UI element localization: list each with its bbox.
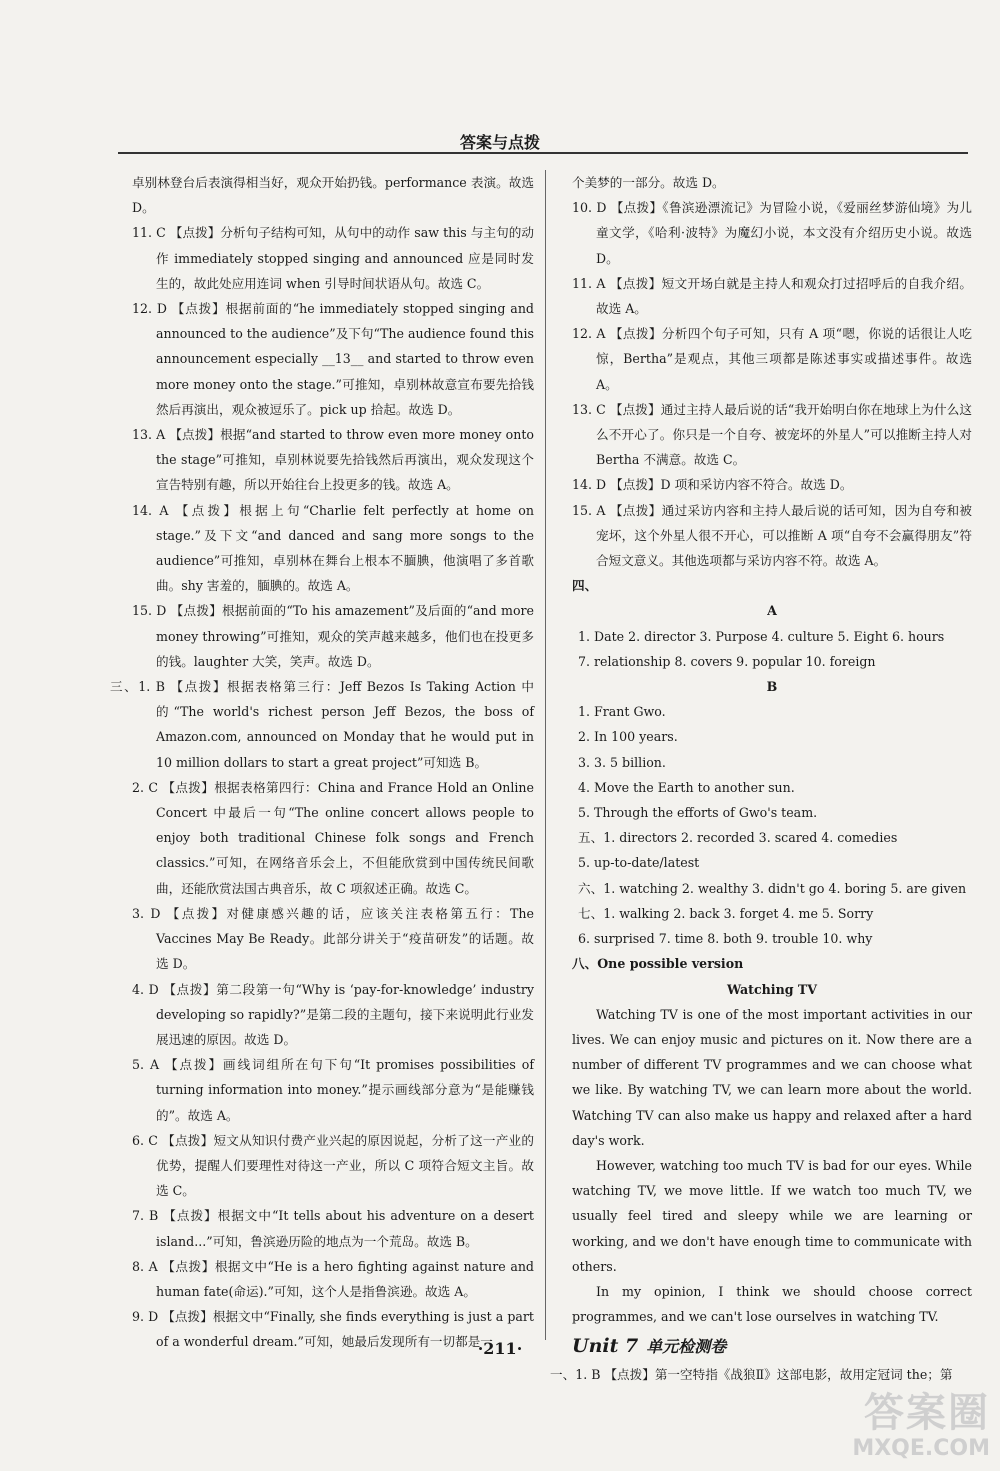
- page-header-title: 答案与点拨: [459, 133, 540, 152]
- section-heading: 八、One possible version: [572, 956, 744, 972]
- section-answer-item: 三、1. B 【点拨】根据表格第三行：Jeff Bezos Is Taking Action 中的“The world's richest person Jeff Bezos, the boss of Amazon.com, announced on Monday that he would put in 10 million dollars to start a great project”可知选 B。: [110, 679, 534, 770]
- answer-item: 3. D 【点拨】对健康感兴趣的话，应该关注表格第五行：The Vaccines May Be Ready。此部分讲关于“疫苗研发”的话题。故选 D。: [132, 905, 534, 972]
- answer-item: 9. D 【点拨】根据文中“Finally, she finds everything is just a part of a wonderful dream.”可知，她最后发现所有一切都是一: [132, 1309, 534, 1350]
- answer-item: 10. D 【点拨】《鲁滨逊漂流记》为冒险小说，《爱丽丝梦游仙境》为儿童文学，《哈利·波特》为魔幻小说，本文没有介绍历史小说。故选 D。: [572, 200, 972, 266]
- header-rule: [118, 152, 968, 154]
- answer-line: 4. Move the Earth to another sun.: [578, 779, 795, 795]
- answer-line: 2. In 100 years.: [578, 729, 678, 745]
- column-divider: [545, 170, 546, 1340]
- subsection-label: B: [766, 679, 778, 695]
- answer-item: 14. A 【点拨】根据上句“Charlie felt perfectly at home on stage.”及下文“and danced and sang more songs to the audience”可推知，卓别林在舞台上根本不腼腆，他演唱了多首歌曲。shy 害羞的，腼腆的。故选 A。: [132, 502, 534, 594]
- answer-line: 七、1. walking 2. back 3. forget 4. me 5. Sorry: [578, 905, 874, 921]
- answer-item: 13. C 【点拨】通过主持人最后说的话“我开始明白你在地球上为什么这么不开心了。你只是一个自夸、被宠坏的外星人”可以推断主持人对 Bertha 不满意。故选 C。: [572, 401, 972, 468]
- watermark-logo: [800, 1390, 990, 1465]
- answer-line: 1. Date 2. director 3. Purpose 4. culture 5. Eight 6. hours: [578, 628, 945, 644]
- answer-item: 14. D 【点拨】D 项和采访内容不符合。故选 D。: [572, 477, 853, 493]
- answer-item: 6. C 【点拨】短文从知识付费产业兴起的原因说起，分析了这一产业的优势，提醒人们要理性对待这一产业，所以 C 项符合短文主旨。故选 C。: [132, 1132, 534, 1199]
- watermark-line2: MXQE.COM: [852, 1436, 990, 1461]
- unit-subtitle: 单元检测卷: [646, 1337, 727, 1357]
- watermark-line1: 答案圈: [864, 1390, 990, 1436]
- continued-text: 个美梦的一部分。故选 D。: [572, 175, 725, 190]
- answer-line: 六、1. watching 2. wealthy 3. didn't go 4. boring 5. are given: [578, 880, 967, 896]
- continued-text: 卓别林登台后表演得相当好，观众开始扔钱。performance 表演。故选 D。: [132, 175, 534, 216]
- left-column: [110, 170, 534, 1355]
- essay-paragraph: Watching TV is one of the most important activities in our lives. We can enjoy music and pictures on it. Now there are a number of different TV programmes and we can choose what we like. By watching TV, we can learn more about the world. Watching TV can also make us happy and relaxed after a hard day's work.: [572, 1006, 972, 1148]
- unit-title: Unit 7: [572, 1335, 639, 1358]
- section-answer-item: 一、1. B 【点拨】第一空特指《战狼Ⅱ》这部电影，故用定冠词 the；第: [550, 1367, 953, 1383]
- answer-line: 5. Through the efforts of Gwo's team.: [578, 805, 818, 821]
- subsection-label: A: [767, 603, 777, 619]
- right-column: [550, 170, 972, 1388]
- answer-item: 15. A 【点拨】通过采访内容和主持人最后说的话可知，因为自夸和被宠坏，这个外星人很不开心，可以推断 A 项“自夸不会赢得朋友”符合短文意义。其他选项都与采访内容不符。故选 A。: [572, 502, 972, 569]
- answer-item: 12. A 【点拨】分析四个句子可知，只有 A 项“嗯，你说的话很让人吃惊，Bertha”是观点，其他三项都是陈述事实或描述事件。故选 A。: [572, 326, 972, 392]
- answer-item: 12. D 【点拨】根据前面的“he immediately stopped singing and announced to the audience”及下句“The audience found this announcement especially __13__ and started to throw even more money onto the stage.”可推知，卓别林故意宣布要先拾钱然后再演出，观众被逗乐了。pick up 拾起。故选 D。: [132, 301, 534, 417]
- answer-item: 11. A 【点拨】短文开场白就是主持人和观众打过招呼后的自我介绍。故选 A。: [572, 275, 972, 317]
- page-number: ·211·: [477, 1339, 523, 1358]
- answer-line: 1. Frant Gwo.: [578, 704, 666, 720]
- answer-item: 8. A 【点拨】根据文中“He is a hero fighting against nature and human fate(命运).”可知，这个人是指鲁滨逊。故选 A。: [132, 1258, 534, 1299]
- answer-line: 3. 3. 5 billion.: [578, 754, 666, 770]
- essay-paragraph: However, watching too much TV is bad for our eyes. While watching TV, we move little. If we watch too much TV, we usually feel tired and sleepy while we are learning or working, and we don't have enough time to communicate with others.: [572, 1157, 972, 1274]
- answer-item: 7. B 【点拨】根据文中“It tells about his adventure on a desert island...”可知，鲁滨逊历险的地点为一个荒岛。故选 B。: [132, 1208, 534, 1249]
- answer-line: 7. relationship 8. covers 9. popular 10. foreign: [578, 653, 876, 669]
- answer-item: 2. C 【点拨】根据表格第四行：China and France Hold an Online Concert 中最后一句“The online concert allows people to enjoy both traditional Chinese folk songs and French classics.”可知，在网络音乐会上，不但能欣赏到中国传统民间歌曲，还能欣赏法国古典音乐，故 C 项叙述正确。故选 C。: [132, 779, 534, 896]
- answer-line: 6. surprised 7. time 8. both 9. trouble 10. why: [578, 931, 873, 947]
- answer-line: 五、1. directors 2. recorded 3. scared 4. comedies: [578, 830, 898, 846]
- answer-item: 4. D 【点拨】第二段第一句“Why is ‘pay-for-knowledge’ industry developing so rapidly?”是第二段的主题句，接下来说明此行业发展迅速的原因。故选 D。: [132, 981, 534, 1047]
- answer-item: 11. C 【点拨】分析句子结构可知，从句中的动作 saw this 与主句的动作 immediately stopped singing and announced 应是同时发生的，故此处应用连词 when 引导时间状语从句。故选 C。: [132, 225, 534, 291]
- essay-paragraph: In my opinion, I think we should choose correct programmes, and we can't lose ourselves in watching TV.: [572, 1283, 972, 1325]
- answer-line: 5. up-to-date/latest: [578, 855, 700, 871]
- essay-title: Watching TV: [726, 981, 818, 997]
- answer-item: 5. A 【点拨】画线词组所在句下句“It promises possibilities of turning information into money.”提示画线部分意为“是能赚钱的”。故选 A。: [132, 1057, 534, 1123]
- answer-item: 13. A 【点拨】根据“and started to throw even more money onto the stage”可推知，卓别林说要先拾钱然后再演出，观众发现这个宣告特别有趣，所以开始往台上投更多的钱。故选 A。: [132, 427, 534, 493]
- section-heading: 四、: [572, 578, 598, 594]
- answer-item: 15. D 【点拨】根据前面的“To his amazement”及后面的“and more money throwing”可推知，观众的笑声越来越多，他们也在投更多的钱。laughter 大笑，笑声。故选 D。: [132, 603, 534, 669]
